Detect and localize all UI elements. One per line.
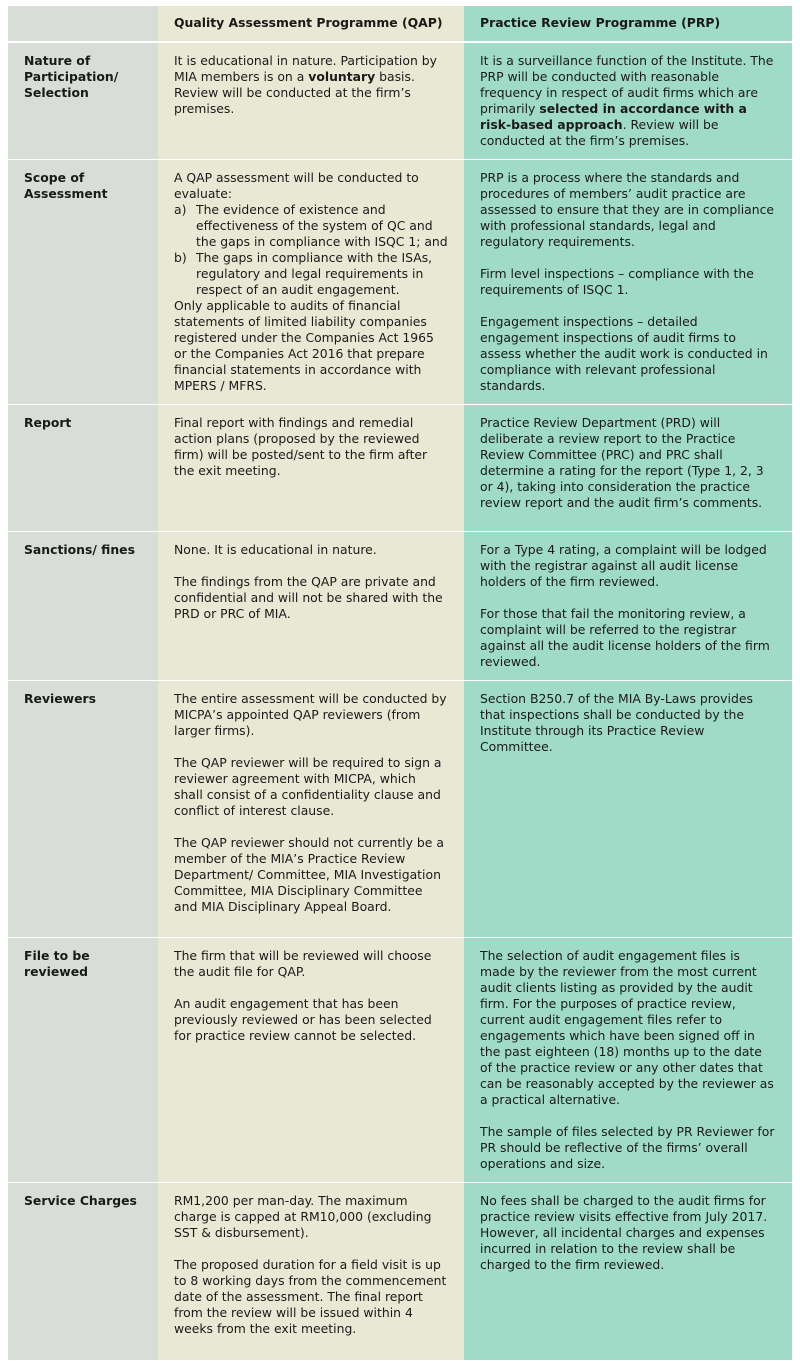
qap-cell-scope <box>158 160 464 405</box>
prp-cell-sanctions <box>464 532 792 681</box>
qap-scope-outro: Only applicable to audits of financial statements of limited liability companies registered under the Companies Act 1965 or the Companies Act 2016 that prepare financial statements in accordance with MPERS / MFRS. <box>174 298 434 393</box>
prp-charges-p1: No fees shall be charged to the audit firms for practice review visits effective from July 2017. However, all incidental charges and expenses incurred in relation to the review shall be charged to the firm reviewed. <box>480 1193 768 1272</box>
text-segment: It is educational in nature. Participation by MIA members is on a <box>174 53 437 84</box>
list-marker: a) <box>174 202 187 217</box>
row-label-scope: Scope of Assessment <box>8 160 158 405</box>
qap-cell-nature <box>158 42 464 160</box>
prp-scope-p2: Firm level inspections – compliance with the requirements of ISQC 1. <box>480 266 754 297</box>
table-row <box>8 938 792 1183</box>
row-label-report: Report <box>8 405 158 532</box>
qap-nature-text <box>174 53 448 117</box>
prp-cell-report <box>464 405 792 532</box>
prp-reviewers-p1: Section B250.7 of the MIA By-Laws provides that inspections shall be conducted by the Institute through its Practice Review Committee. <box>480 691 753 754</box>
row-label-nature: Nature of Participation/ Selection <box>8 42 158 160</box>
prp-cell-scope <box>464 160 792 405</box>
header-label-cell <box>8 6 158 42</box>
qap-reviewers-p2: The QAP reviewer will be required to sign a reviewer agreement with MICPA, which shall consist of a confidentiality clause and conflict of interest clause. <box>174 755 442 818</box>
bold-text-voluntary: voluntary <box>308 69 376 84</box>
table-row <box>8 405 792 532</box>
prp-report-p1: Practice Review Department (PRD) will deliberate a review report to the Practice Review Committee (PRC) and PRC shall determine a rating for the report (Type 1, 2, 3 or 4), taking into consideration the practice review report and the audit firm’s comments. <box>480 415 764 510</box>
qap-scope-intro: A QAP assessment will be conducted to evaluate: <box>174 170 419 201</box>
table-row <box>8 681 792 938</box>
list-item-text: The evidence of existence and effectiveness of the system of QC and the gaps in compliance with ISQC 1; and <box>196 202 448 249</box>
prp-file-p1: The selection of audit engagement files is made by the reviewer from the most current audit clients listing as provided by the audit firm. For the purposes of practice review, current audit engagement files refer to engagements which have been signed off in the past eighteen (18) months up to the date of the practice review or any other dates that can be reasonably accepted by the reviewer as a practical alternative. <box>480 948 774 1107</box>
header-prp: Practice Review Programme (PRP) <box>464 6 792 42</box>
table-row <box>8 532 792 681</box>
qap-cell-file <box>158 938 464 1183</box>
qap-reviewers-p3: The QAP reviewer should not currently be a member of the MIA’s Practice Review Department/ Committee, MIA Investigation Committee, MIA Disciplinary Committee and MIA Disciplinary Appeal Board. <box>174 835 444 914</box>
prp-cell-reviewers <box>464 681 792 938</box>
prp-sanctions-p1: For a Type 4 rating, a complaint will be lodged with the registrar against all audit license holders of the firm reviewed. <box>480 542 767 589</box>
prp-file-p2: The sample of files selected by PR Reviewer for PR should be reflective of the firms’ overall operations and size. <box>480 1124 775 1171</box>
row-label-sanctions: Sanctions/ fines <box>8 532 158 681</box>
list-item <box>174 202 448 250</box>
prp-cell-charges <box>464 1183 792 1361</box>
table-header-row <box>8 6 792 42</box>
row-label-reviewers: Reviewers <box>8 681 158 938</box>
prp-cell-file <box>464 938 792 1183</box>
row-label-charges: Service Charges <box>8 1183 158 1361</box>
prp-nature-text <box>480 53 776 149</box>
list-item-text: The gaps in compliance with the ISAs, regulatory and legal requirements in respect of an audit engagement. <box>196 250 433 297</box>
list-item <box>174 250 448 298</box>
qap-cell-report <box>158 405 464 532</box>
qap-sanctions-p2: The findings from the QAP are private and confidential and will not be shared with the PRD or PRC of MIA. <box>174 574 443 621</box>
qap-reviewers-p1: The entire assessment will be conducted by MICPA’s appointed QAP reviewers (from larger firms). <box>174 691 447 738</box>
prp-sanctions-p2: For those that fail the monitoring review, a complaint will be referred to the registrar against all the audit license holders of the firm reviewed. <box>480 606 770 669</box>
prp-cell-nature <box>464 42 792 160</box>
qap-report-p1: Final report with findings and remedial action plans (proposed by the reviewed firm) will be posted/sent to the firm after the exit meeting. <box>174 415 428 478</box>
table-row <box>8 160 792 405</box>
qap-cell-charges <box>158 1183 464 1361</box>
qap-file-p2: An audit engagement that has been previously reviewed or has been selected for practice review cannot be selected. <box>174 996 432 1043</box>
row-label-file: File to be reviewed <box>8 938 158 1183</box>
qap-scope-list <box>174 202 448 298</box>
comparison-document <box>8 6 792 1361</box>
text-segment: basis. Review will be conducted at the firm’s premises. <box>174 69 415 116</box>
text-segment: It is a surveillance function of the Institute. The PRP will be conducted with reasonable frequency in respect of audit firms which are primarily <box>480 53 774 116</box>
qap-cell-reviewers <box>158 681 464 938</box>
qap-charges-p2: The proposed duration for a field visit is up to 8 working days from the commencement date of the assessment. The final report from the review will be issued within 4 weeks from the exit meeting. <box>174 1257 447 1336</box>
prp-scope-p1: PRP is a process where the standards and procedures of members’ audit practice are assessed to ensure that they are in compliance with professional standards, legal and regulatory requirements. <box>480 170 775 249</box>
qap-charges-p1: RM1,200 per man-day. The maximum charge is capped at RM10,000 (excluding SST & disbursement). <box>174 1193 432 1240</box>
qap-sanctions-p1: None. It is educational in nature. <box>174 542 377 557</box>
list-marker: b) <box>174 250 187 265</box>
qap-file-p1: The firm that will be reviewed will choose the audit file for QAP. <box>174 948 432 979</box>
table-row <box>8 1183 792 1361</box>
bold-text-risk-based: selected in accordance with a risk-based approach <box>480 101 747 132</box>
table-row <box>8 42 792 160</box>
qap-cell-sanctions <box>158 532 464 681</box>
text-segment: . Review will be conducted at the firm’s premises. <box>480 117 719 148</box>
prp-scope-p3: Engagement inspections – detailed engagement inspections of audit firms to assess whether the audit work is conducted in compliance with relevant professional standards. <box>480 314 768 393</box>
comparison-table <box>8 6 792 1361</box>
header-qap: Quality Assessment Programme (QAP) <box>158 6 464 42</box>
